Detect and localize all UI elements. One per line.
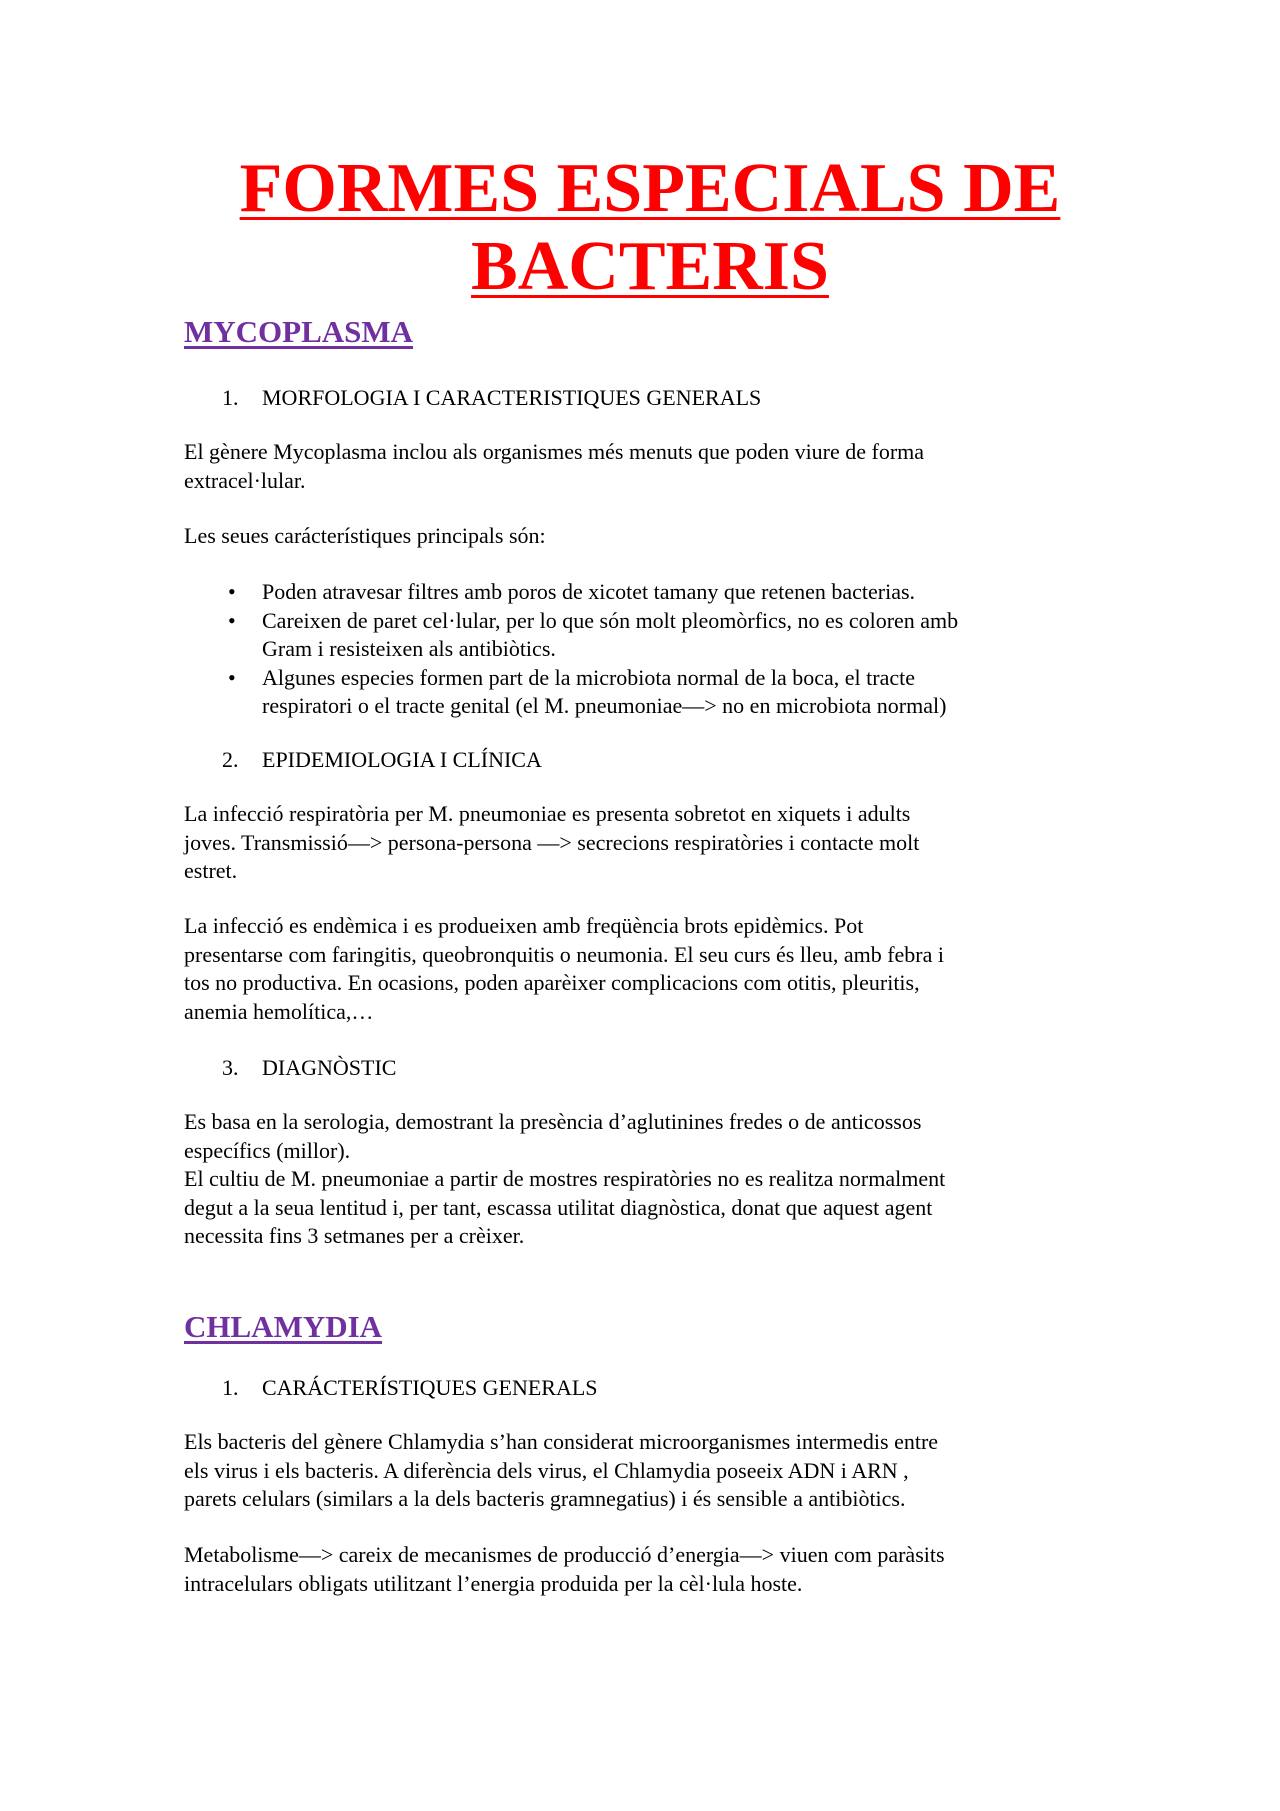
bullet-icon: • [228,579,236,604]
title-line-2: BACTERIS [471,228,829,305]
text-line: anemia hemolítica,… [184,998,374,1024]
subheading-label: CARÁCTERÍSTIQUES GENERALS [262,1375,598,1400]
list-item [184,607,1114,664]
epidemiology-paragraph-1 [184,800,1104,886]
text-line: extracel·lular. [184,467,306,493]
document-title [150,150,1150,306]
text-line: intracelulars obligats utilitzant l’energia produida per la cèl·lula hoste. [184,1570,803,1596]
list-item [184,578,1114,607]
mycoplasma-subheading-3 [222,1054,396,1082]
text-line: degut a la seua lentitud i, per tant, escassa utilitat diagnòstica, donat que aquest agent [184,1194,933,1220]
title-line-1: FORMES ESPECIALS DE [239,150,1061,227]
text-line: els virus i els bacteris. A diferència dels virus, el Chlamydia poseeix ADN i ARN , [184,1457,909,1483]
bullet-icon: • [228,664,236,690]
subheading-label: EPIDEMIOLOGIA I CLÍNICA [262,747,542,772]
text-line: Poden atravesar filtres amb poros de xicotet tamany que retenen bacterias. [262,579,916,604]
text-line: necessita fins 3 setmanes per a crèixer. [184,1223,525,1248]
subheading-label: DIAGNÒSTIC [262,1055,397,1080]
bullet-icon: • [228,607,236,633]
text-line: Els bacteris del gènere Chlamydia s’han considerat microorganismes intermedis entre [184,1429,939,1454]
text-line: El gènere Mycoplasma inclou als organismes més menuts que poden viure de forma [184,439,925,464]
list-number: 1. [222,385,239,410]
list-item [184,664,1114,721]
text-line: presentarse com faringitis, queobronquitis o neumonia. El seu curs és lleu, amb febra i [184,941,945,967]
text-line: El cultiu de M. pneumoniae a partir de mostres respiratòries no es realitza normalment [184,1166,946,1191]
chlamydia-paragraph-2 [184,1541,1104,1598]
text-line: Metabolisme—> careix de mecanismes de producció d’energia—> viuen com paràsits [184,1542,945,1567]
text-line: tos no productiva. En ocasions, poden aparèixer complicacions com otitis, pleuritis, [184,970,920,995]
text-line: respiratori o el tracte genital (el M. pneumoniae—> no en microbiota normal) [262,693,947,718]
mycoplasma-subheading-1 [222,384,761,412]
epidemiology-paragraph-2 [184,912,1104,1026]
chlamydia-subheading-1 [222,1374,598,1402]
mycoplasma-intro-paragraph [184,438,1104,495]
characteristics-intro: Les seues carácterístiques principals són: [184,523,546,548]
text-line: parets celulars (similars a la dels bacteris gramnegatius) i és sensible a antibiòtics. [184,1486,906,1511]
section-heading-chlamydia: CHLAMYDIA [184,1309,383,1344]
characteristics-list [184,578,1114,721]
text-line: joves. Transmissió—> persona-persona —> secrecions respiratòries i contacte molt [184,829,920,855]
text-line: Gram i resisteixen als antibiòtics. [262,636,556,661]
section-heading-mycoplasma: MYCOPLASMA [184,314,414,349]
mycoplasma-subheading-2 [222,746,542,774]
diagnosis-paragraph [184,1108,1104,1251]
list-number: 3. [222,1055,239,1080]
chlamydia-paragraph-1 [184,1428,1104,1514]
text-line: Es basa en la serologia, demostrant la presència d’aglutinines fredes o de anticossos [184,1109,922,1134]
text-line: Algunes especies formen part de la microbiota normal de la boca, el tracte [262,664,916,690]
text-line: La infecció es endèmica i es produeixen amb freqüència brots epidèmics. Pot [184,913,864,938]
list-number: 1. [222,1375,239,1400]
text-line: específics (millor). [184,1137,351,1163]
text-line: estret. [184,858,238,883]
text-line: Careixen de paret cel·lular, per lo que són molt pleomòrfics, no es coloren amb [262,607,959,633]
text-line: La infecció respiratòria per M. pneumoniae es presenta sobretot en xiquets i adults [184,801,911,826]
subheading-label: MORFOLOGIA I CARACTERISTIQUES GENERALS [262,385,762,410]
list-number: 2. [222,747,239,772]
